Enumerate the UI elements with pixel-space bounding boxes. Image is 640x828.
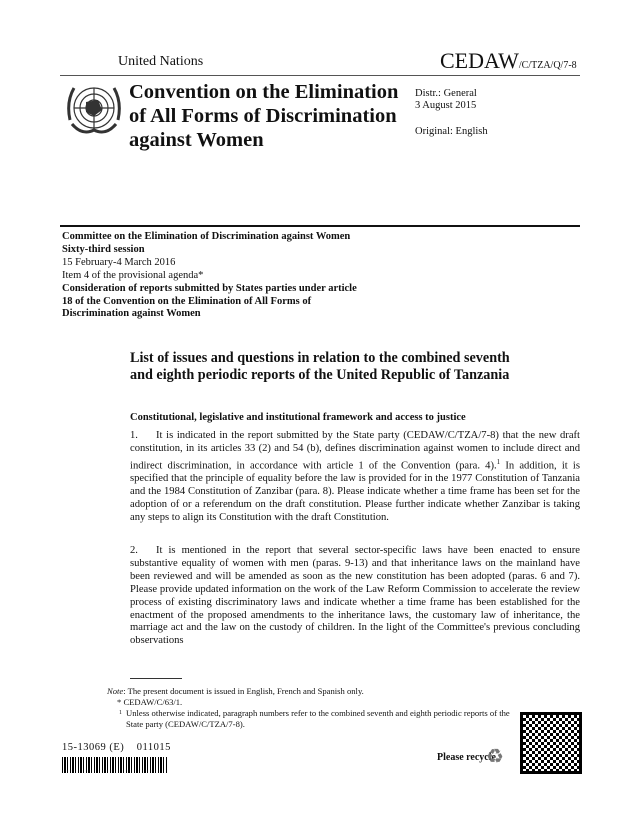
org-name: United Nations bbox=[118, 54, 204, 69]
distr: Distr.: General bbox=[415, 88, 477, 99]
note-text: : The present document is issued in English, French and Spanish only. bbox=[123, 686, 364, 696]
barcode bbox=[62, 757, 167, 773]
original-language: Original: English bbox=[415, 126, 488, 137]
paragraph-number: 1. bbox=[130, 430, 138, 441]
committee-name: Committee on the Elimination of Discrimination against Women bbox=[62, 231, 351, 242]
footnote-star: * CEDAW/C/63/1. bbox=[117, 697, 183, 707]
section-heading: Constitutional, legislative and institutional framework and access to justice bbox=[130, 412, 466, 423]
paragraph bbox=[130, 545, 580, 648]
recycle-icon: ♻ bbox=[486, 746, 504, 768]
session-dates: 15 February-4 March 2016 bbox=[62, 256, 176, 268]
thick-divider bbox=[60, 225, 580, 227]
footnote-text: Unless otherwise indicated, paragraph numbers refer to the combined seventh and eighth periodic reports of the State party (CEDAW/C/TZA/7-8). bbox=[126, 708, 510, 729]
committee-block bbox=[62, 231, 362, 321]
note bbox=[107, 686, 517, 697]
footnote-ref[interactable]: 1 bbox=[496, 457, 501, 466]
paragraph-text: It is indicated in the report submitted by the State party (CEDAW/C/TZA/7-8) that the new draft constitution, in its articles 33 (2) and 54 (b), defines discrimination against women to include direct and indirect discrimination, in accordance with article 1 of the Convention (para. 4). bbox=[130, 430, 580, 472]
title-line: against Women bbox=[129, 129, 264, 151]
title-line: of All Forms of Discrimination bbox=[129, 105, 397, 127]
document-title bbox=[129, 80, 409, 152]
footnote-mark: 1 bbox=[119, 710, 122, 716]
date: 3 August 2015 bbox=[415, 100, 477, 111]
qr-code bbox=[520, 712, 582, 774]
footnote-divider bbox=[130, 678, 182, 679]
paragraph-text: It is mentioned in the report that several sector-specific laws have been enacted to ensure substantive equality of women with men (paras. 9-13) and that inheritance laws on the mainland have been reviewed and will be amended as soon as the new constitution has been adopted (paras. 6 and 7). Please provide updated information on the work of the Law Reform Commission to accelerate the review process of existing discriminatory laws and indicate whether a time frame has been established for the enactment of the proposed amendments to the inheritance laws, the customary law of inheritance, the marriage act and the law on the custody of children. In the light of the Committee's previous concluding observations bbox=[130, 545, 580, 647]
distribution-info bbox=[415, 88, 477, 112]
agenda-title: Consideration of reports submitted by States parties under article 18 of the Convention on the Elimination of All Forms of Discrimination against Women bbox=[62, 282, 357, 320]
job-number: 15-13069 (E) 011015 bbox=[62, 742, 171, 753]
footnote-1 bbox=[119, 708, 519, 729]
main-heading: List of issues and questions in relation to the combined seventh and eighth periodic reports of the United Republic of Tanzania bbox=[130, 350, 510, 383]
note-label: Note bbox=[107, 686, 124, 696]
paragraph-number: 2. bbox=[130, 545, 138, 556]
agenda-item: Item 4 of the provisional agenda* bbox=[62, 269, 204, 281]
divider bbox=[60, 75, 580, 76]
symbol-main: CEDAW bbox=[440, 48, 519, 73]
paragraph bbox=[130, 430, 580, 525]
paragraph-text: In addition, it is specified that the principle of equality before the law is provided for in the 1977 Constitution of Tanzania and the 1984 Constitution of Zanzibar (para. 8). Please indicate whether a time frame has been set for the adoption of or a referendum on the draft constitution. Please further indicate whether Zanzibar is taking any steps to align its Constitution with the draft Constitution. bbox=[130, 460, 580, 523]
symbol-sub: /C/TZA/Q/7-8 bbox=[518, 60, 577, 71]
title-line: Convention on the Elimination bbox=[129, 81, 399, 103]
session: Sixty-third session bbox=[62, 243, 145, 255]
un-emblem-icon bbox=[62, 80, 126, 138]
recycle-label: Please recycle bbox=[437, 752, 496, 763]
document-symbol bbox=[440, 48, 577, 74]
